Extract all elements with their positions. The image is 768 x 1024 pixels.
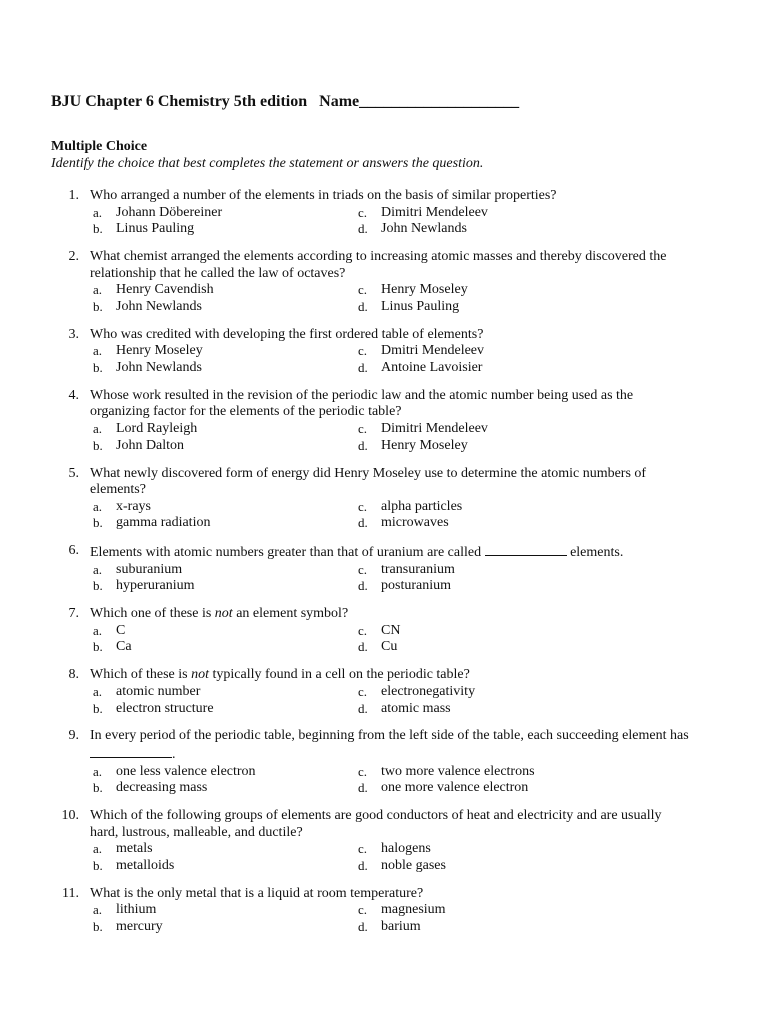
choice-text: Dimitri Mendeleev [381, 421, 488, 437]
choice-letter: d. [358, 639, 368, 655]
choice-letter: b. [93, 578, 103, 594]
choice-text: Johann Döbereiner [116, 204, 223, 220]
question-stem [90, 188, 691, 205]
choice-letter: d. [358, 298, 368, 314]
question-number: 9. [68, 728, 79, 744]
answer-choice [358, 858, 623, 875]
question-stem [90, 388, 691, 421]
choice-text: John Newlands [116, 359, 202, 375]
answer-choice [93, 684, 358, 701]
choice-letter: c. [358, 282, 368, 298]
choice-letter: d. [358, 515, 368, 531]
stem-text: Who arranged a number of the elements in triads on the basis of similar properties? [90, 188, 557, 203]
choice-letter: a. [93, 763, 103, 779]
answer-choice [358, 562, 623, 579]
answer-choice [358, 221, 623, 238]
choice-letter: c. [358, 763, 368, 779]
answer-choices [93, 764, 691, 797]
choice-text: Henry Cavendish [116, 282, 214, 298]
choice-letter: b. [93, 639, 103, 655]
choice-letter: c. [358, 498, 368, 514]
choice-text: alpha particles [381, 498, 463, 514]
choice-text: lithium [116, 902, 157, 918]
question-number: 6. [68, 543, 79, 559]
question-number: 2. [68, 249, 79, 265]
choice-text: two more valence electrons [381, 763, 535, 779]
choice-letter: b. [93, 437, 103, 453]
choice-letter: d. [358, 700, 368, 716]
answer-choice [93, 299, 358, 316]
choice-letter: b. [93, 918, 103, 934]
stem-text: What is the only metal that is a liquid at room temperature? [90, 885, 424, 901]
question-stem [90, 466, 691, 499]
choice-letter: a. [93, 498, 103, 514]
worksheet-title: BJU Chapter 6 Chemistry 5th edition Name____________________ [51, 93, 520, 110]
choice-text: John Newlands [116, 298, 202, 314]
choice-text: electron structure [116, 700, 214, 716]
answer-blank [90, 745, 172, 758]
answer-choice [93, 343, 358, 360]
choice-letter: b. [93, 515, 103, 531]
choice-letter: d. [358, 437, 368, 453]
choice-text: Linus Pauling [116, 221, 195, 237]
answer-blank [485, 543, 567, 556]
choice-letter: d. [358, 359, 368, 375]
question-number: 4. [68, 387, 79, 403]
choice-text: metals [116, 841, 153, 857]
answer-choice [358, 282, 623, 299]
answer-choice [358, 421, 623, 438]
answer-choice [93, 858, 358, 875]
choice-letter: d. [358, 221, 368, 237]
stem-text: an element symbol? [232, 606, 349, 622]
choice-letter: c. [358, 683, 368, 699]
choice-text: halogens [381, 841, 431, 857]
choice-text: hyperuranium [116, 578, 195, 594]
answer-choice [93, 578, 358, 595]
answer-choice [93, 701, 358, 718]
choice-letter: c. [358, 622, 368, 638]
answer-choices [93, 343, 691, 376]
section-title: Multiple Choice [51, 139, 148, 154]
answer-choice [93, 438, 358, 455]
choice-text: Cu [381, 639, 398, 655]
answer-choice [358, 343, 623, 360]
choice-text: CN [381, 622, 401, 638]
answer-choices [93, 684, 691, 717]
question-item [51, 808, 691, 874]
question-number: 3. [68, 326, 79, 342]
answer-choice [358, 684, 623, 701]
choice-letter: c. [358, 841, 368, 857]
choice-text: noble gases [381, 857, 446, 873]
choice-letter: b. [93, 359, 103, 375]
choice-text: atomic number [116, 683, 201, 699]
choice-letter: a. [93, 204, 103, 220]
choice-text: posturanium [381, 578, 451, 594]
choice-letter: c. [358, 204, 368, 220]
choice-text: one more valence electron [381, 780, 529, 796]
stem-text: Whose work resulted in the revision of the periodic law and the atomic number being used as the organizing factor for the elements of the periodic table? [90, 387, 634, 420]
question-stem [90, 249, 691, 282]
choice-letter: d. [358, 918, 368, 934]
choice-letter: c. [358, 343, 368, 359]
question-item [51, 606, 691, 656]
stem-text: Who was credited with developing the first ordered table of elements? [90, 326, 484, 342]
choice-text: magnesium [381, 902, 446, 918]
choice-text: x-rays [116, 498, 151, 514]
question-stem [90, 728, 691, 763]
answer-choice [358, 780, 623, 797]
choice-text: John Newlands [381, 221, 467, 237]
question-stem [90, 606, 691, 623]
answer-choice [358, 360, 623, 377]
answer-choice [93, 623, 358, 640]
choice-letter: c. [358, 421, 368, 437]
answer-choice [358, 515, 623, 532]
answer-choice [358, 499, 623, 516]
choice-text: mercury [116, 918, 163, 934]
answer-choice [93, 841, 358, 858]
question-stem [90, 886, 691, 903]
answer-choice [358, 205, 623, 222]
answer-choice [93, 764, 358, 781]
stem-text: What newly discovered form of energy did Henry Moseley use to determine the atomic numbers of elements? [90, 465, 647, 498]
choice-letter: b. [93, 700, 103, 716]
answer-choice [93, 515, 358, 532]
choice-text: microwaves [381, 515, 449, 531]
choice-letter: b. [93, 221, 103, 237]
question-number: 8. [68, 667, 79, 683]
answer-choice [93, 902, 358, 919]
emphasis-text: not [191, 667, 209, 683]
choice-text: suburanium [116, 561, 183, 577]
answer-choice [93, 639, 358, 656]
answer-choice [358, 299, 623, 316]
choice-letter: a. [93, 902, 103, 918]
answer-choice [93, 221, 358, 238]
answer-choice [93, 780, 358, 797]
choice-text: Henry Moseley [381, 282, 468, 298]
answer-choice [358, 902, 623, 919]
answer-choice [93, 919, 358, 936]
question-number: 1. [68, 188, 79, 203]
question-item [51, 327, 691, 377]
choice-text: transuranium [381, 561, 455, 577]
question-item [51, 388, 691, 454]
answer-choice [358, 764, 623, 781]
choice-letter: a. [93, 561, 103, 577]
question-stem [90, 808, 691, 841]
question-number: 7. [68, 606, 79, 622]
choice-text: John Dalton [116, 437, 185, 453]
choice-text: Henry Moseley [116, 343, 203, 359]
question-item [51, 188, 691, 238]
stem-text: typically found in a cell on the periodic table? [208, 667, 470, 683]
choice-letter: a. [93, 282, 103, 298]
choice-text: Henry Moseley [381, 437, 468, 453]
answer-choices [93, 499, 691, 532]
section-instructions: Identify the choice that best completes the statement or answers the question. [51, 156, 484, 171]
choice-text: Linus Pauling [381, 298, 460, 314]
choice-letter: b. [93, 857, 103, 873]
choice-text: Ca [116, 639, 132, 655]
question-item [51, 667, 691, 717]
answer-choice [93, 282, 358, 299]
choice-letter: d. [358, 857, 368, 873]
choice-text: electronegativity [381, 683, 476, 699]
question-list [51, 188, 691, 947]
stem-text: Which of the following groups of elements are good conductors of heat and electricity and are usually hard, lustrous, malleable, and ductile? [90, 808, 662, 840]
choice-text: gamma radiation [116, 515, 211, 531]
answer-choices [93, 205, 691, 238]
answer-choice [93, 205, 358, 222]
choice-text: Dmitri Mendeleev [381, 343, 485, 359]
answer-choice [358, 578, 623, 595]
choice-letter: d. [358, 578, 368, 594]
stem-text: elements. [566, 545, 624, 561]
answer-choice [358, 841, 623, 858]
question-number: 5. [68, 465, 79, 481]
emphasis-text: not [214, 606, 233, 622]
choice-text: metalloids [116, 857, 175, 873]
answer-choices [93, 841, 691, 874]
answer-choices [93, 902, 691, 935]
choice-letter: d. [358, 780, 368, 796]
answer-choices [93, 623, 691, 656]
choice-letter: a. [93, 683, 103, 699]
answer-choice [358, 701, 623, 718]
answer-choice [358, 639, 623, 656]
stem-text: Elements with atomic numbers greater than that of uranium are called [90, 545, 485, 561]
question-stem [90, 667, 691, 684]
choice-letter: a. [93, 421, 103, 437]
answer-choice [93, 421, 358, 438]
question-stem [90, 543, 691, 562]
answer-choice [93, 562, 358, 579]
choice-letter: a. [93, 841, 103, 857]
question-item [51, 249, 691, 315]
choice-letter: c. [358, 902, 368, 918]
choice-letter: c. [358, 561, 368, 577]
choice-text: decreasing mass [116, 780, 208, 796]
choice-text: Dimitri Mendeleev [381, 204, 488, 220]
stem-text: What chemist arranged the elements according to increasing atomic masses and thereby discovered the relationship that he called the law of octaves? [90, 249, 667, 281]
answer-choice [358, 919, 623, 936]
stem-text: . [172, 747, 176, 762]
choice-letter: a. [93, 343, 103, 359]
stem-text: Which of these is [90, 667, 192, 683]
question-item [51, 466, 691, 532]
stem-text: In every period of the periodic table, beginning from the left side of the table, each succeeding element has [90, 728, 689, 744]
question-item [51, 728, 691, 796]
choice-text: atomic mass [381, 700, 451, 716]
answer-choices [93, 282, 691, 315]
question-number: 10. [61, 808, 79, 824]
question-stem [90, 327, 691, 344]
answer-choices [93, 562, 691, 595]
answer-choices [93, 421, 691, 454]
choice-text: barium [381, 918, 421, 934]
choice-letter: b. [93, 298, 103, 314]
choice-letter: b. [93, 780, 103, 796]
stem-text: Which one of these is [90, 606, 215, 622]
choice-text: one less valence electron [116, 763, 256, 779]
question-item [51, 543, 691, 595]
question-number: 11. [62, 885, 79, 901]
choice-text: Antoine Lavoisier [381, 359, 483, 375]
choice-text: C [116, 622, 126, 638]
choice-letter: a. [93, 622, 103, 638]
choice-text: Lord Rayleigh [116, 421, 198, 437]
answer-choice [93, 360, 358, 377]
answer-choice [358, 438, 623, 455]
question-item [51, 886, 691, 936]
answer-choice [93, 499, 358, 516]
answer-choice [358, 623, 623, 640]
